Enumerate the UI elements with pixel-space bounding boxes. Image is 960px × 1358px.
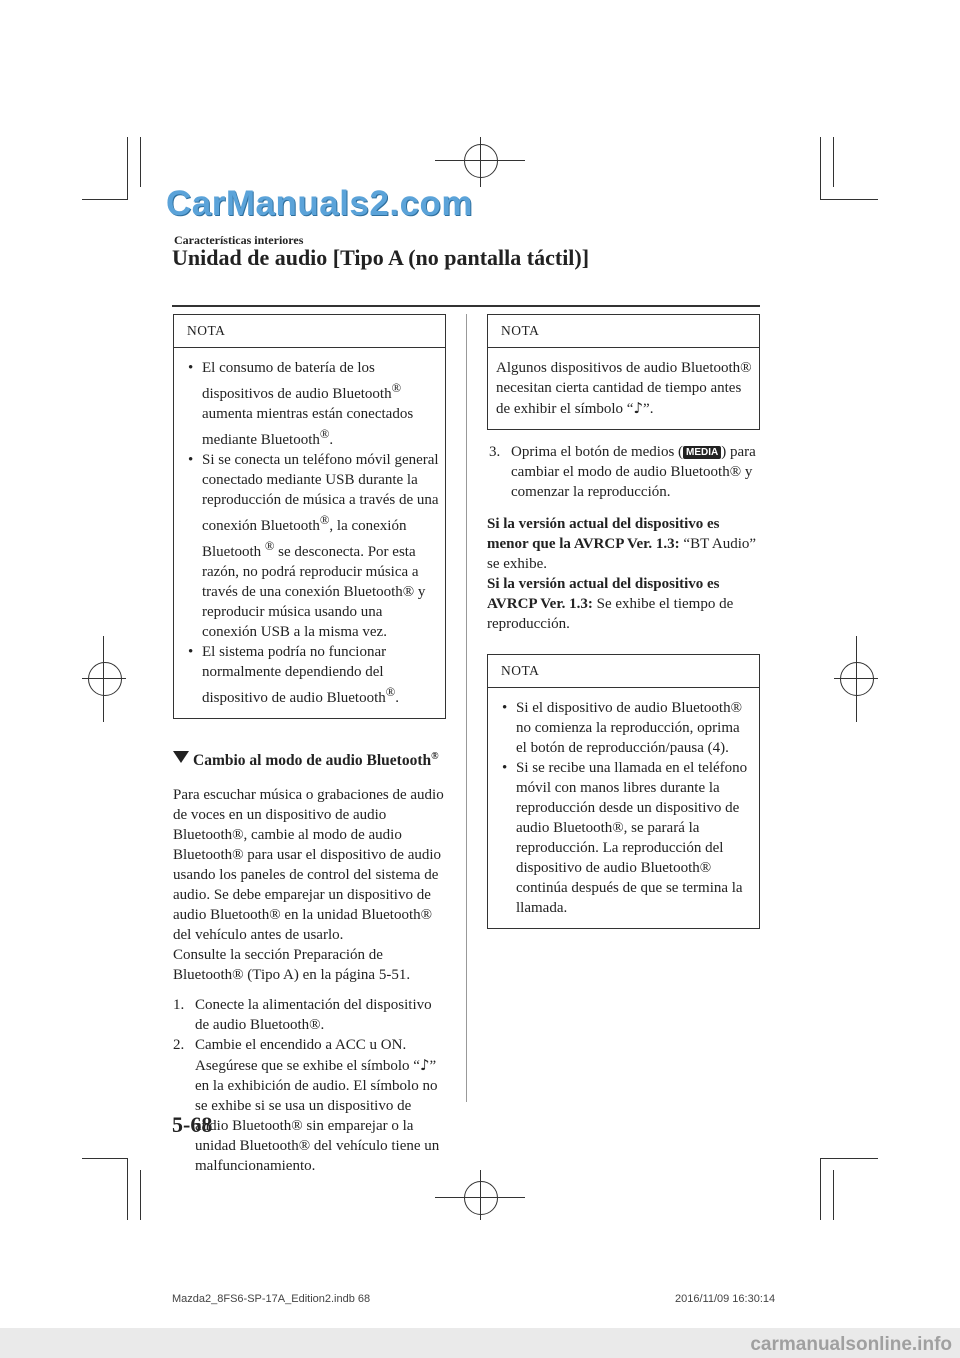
list-item: • El consumo de batería de los dispositivos de audio Bluetooth® aumenta mientras están conectados mediante Bluetooth®. xyxy=(188,360,414,448)
note-label: NOTA xyxy=(488,315,759,348)
footer-file: Mazda2_8FS6-SP-17A_Edition2.indb 68 xyxy=(172,1293,371,1305)
left-column xyxy=(173,314,446,1176)
list-item: • Si el dispositivo de audio Bluetooth® no comienza la reproducción, oprima el botón de reproducción/pausa (4). xyxy=(502,700,742,756)
media-button-icon: MEDIA xyxy=(683,446,721,459)
column-divider xyxy=(466,314,467,1102)
condition-2: Si la versión actual del dispositivo es AVRCP Ver. 1.3: Se exhibe el tiempo de reproducción. xyxy=(487,576,734,632)
title-rule xyxy=(172,305,760,307)
condition-1: Si la versión actual del dispositivo es menor que la AVRCP Ver. 1.3: “BT Audio” se exhibe. xyxy=(487,516,757,572)
note-label: NOTA xyxy=(174,315,445,348)
note-list xyxy=(188,358,439,708)
list-item: • El sistema podría no funcionar normalmente dependiendo del dispositivo de audio Bluetooth®. xyxy=(188,644,399,706)
page-number: 5-68 xyxy=(172,1112,213,1137)
page-title: Unidad de audio [Tipo A (no pantalla táctil)] xyxy=(172,245,590,270)
footer-timestamp: 2016/11/09 16:30:14 xyxy=(675,1293,776,1305)
note-text: Algunos dispositivos de audio Bluetooth® necesitan cierta cantidad de tiempo antes de exhibir el símbolo “♪”. xyxy=(496,360,752,417)
list-item: • Si se conecta un teléfono móvil general conectado mediante USB durante la reproducción de música a través de una conexión Bluetooth®, la conexión Bluetooth ® se desconecta. Por esta razón, no podrá reproducir música a través de una conexión Bluetooth® y reproducir música usando una conexión USB a la misma vez. xyxy=(188,452,439,640)
watermark-logo[interactable]: CarManuals2.com xyxy=(166,184,474,223)
intro-paragraph: Para escuchar música o grabaciones de audio de voces en un dispositivo de audio Bluetooth®, cambie al modo de audio Bluetooth® para usar el dispositivo de audio usando los paneles de control del sistema de audio. Se debe emparejar un dispositivo de audio Bluetooth® en la unidad Bluetooth® del vehículo antes de usarlo. xyxy=(173,787,444,944)
music-note-icon: ♪ xyxy=(633,399,644,417)
note-box xyxy=(173,314,446,719)
triangle-down-icon xyxy=(173,751,189,763)
note-box xyxy=(487,314,760,430)
footer-site-link[interactable]: carmanualsonline.info xyxy=(750,1334,952,1355)
music-note-icon: ♪ xyxy=(419,1056,430,1075)
reference-paragraph: Consulte la sección Preparación de Bluetooth® (Tipo A) en la página 5-51. xyxy=(173,947,411,984)
section-label: Características interiores xyxy=(174,233,304,247)
step-1: 1. Conecte la alimentación del dispositivo de audio Bluetooth®. xyxy=(173,997,432,1034)
note-box xyxy=(487,654,760,929)
section-heading: Cambio al modo de audio Bluetooth® xyxy=(173,747,446,771)
note-list xyxy=(502,698,753,918)
right-column xyxy=(487,314,760,929)
note-label: NOTA xyxy=(488,655,759,688)
step-2: 2. Cambie el encendido a ACC u ON. Asegúrese que se exhibe el símbolo “♪” en la exhibición de audio. El símbolo no se exhibe si se usa un dispositivo de audio Bluetooth® sin emparejar o la unidad Bluetooth® del vehículo tiene un malfuncionamiento. xyxy=(173,1037,440,1175)
step-3: 3. Oprima el botón de medios ( MEDIA ) para cambiar el modo de audio Bluetooth® y comenzar la reproducción. xyxy=(489,444,756,500)
list-item: • Si se recibe una llamada en el teléfono móvil con manos libres durante la reproducción desde un dispositivo de audio Bluetooth®, se parará la reproducción. La reproducción del dispositivo de audio Bluetooth® continúa después de que se termina la llamada. xyxy=(502,760,748,916)
